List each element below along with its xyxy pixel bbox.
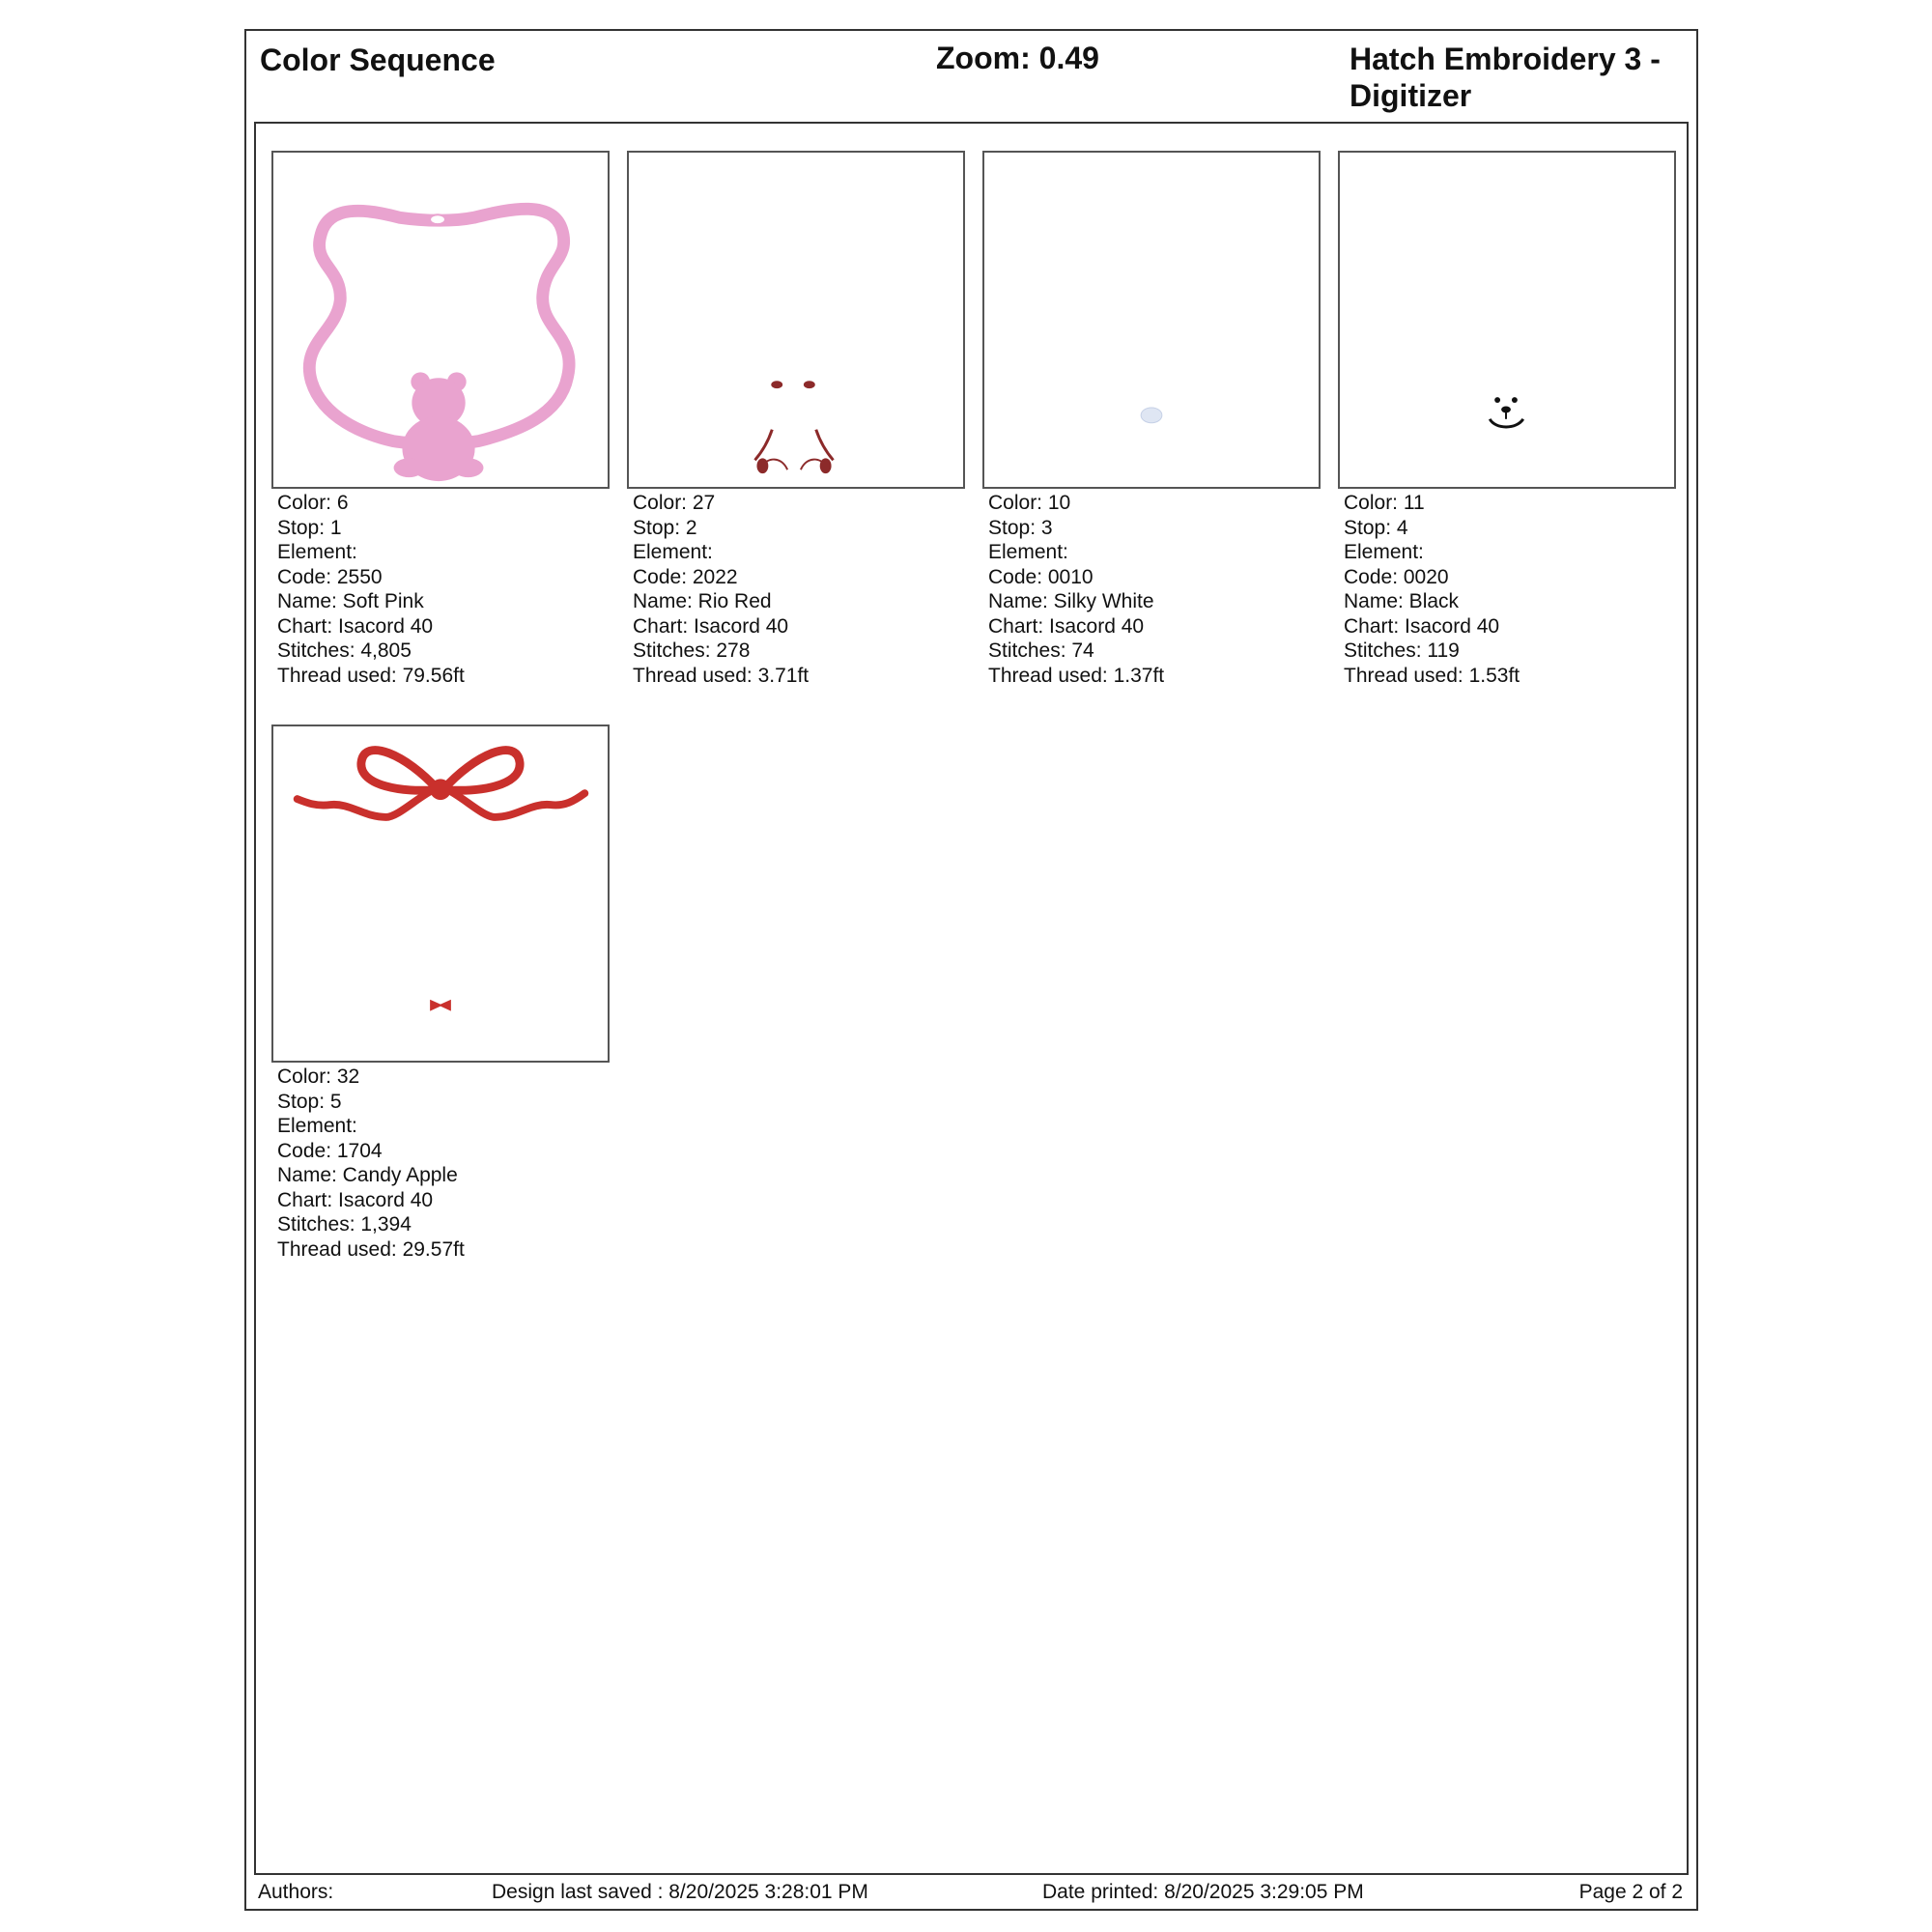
thread-name: Name: Rio Red [633, 590, 772, 612]
color-stop-details-3 [988, 491, 1321, 688]
color-number: Color: 6 [277, 492, 349, 514]
element-label: Element: [633, 541, 713, 563]
stitch-preview-4 [1338, 151, 1676, 489]
date-printed: Date printed: 8/20/2025 3:29:05 PM [1042, 1881, 1364, 1903]
stitch-count: Stitches: 1,394 [277, 1213, 412, 1236]
stitch-preview-5 [271, 724, 610, 1063]
thread-name: Name: Silky White [988, 590, 1154, 612]
thread-chart: Chart: Isacord 40 [633, 614, 789, 638]
color-sequence-grid [254, 122, 1689, 1875]
color-number: Color: 11 [1344, 492, 1425, 514]
element-label: Element: [988, 541, 1068, 563]
thread-used: Thread used: 3.71ft [633, 664, 810, 687]
thread-chart: Chart: Isacord 40 [277, 614, 434, 638]
muzzle-preview-icon [984, 153, 1319, 487]
report-header [246, 31, 1696, 123]
application-name-line1: Hatch Embroidery 3 - [1350, 42, 1661, 76]
color-stop-details-1 [277, 491, 610, 688]
bear-ears-paws-preview-icon [629, 153, 963, 487]
color-number: Color: 10 [988, 492, 1071, 514]
report-footer [246, 1875, 1696, 1911]
thread-chart: Chart: Isacord 40 [277, 1188, 434, 1211]
page-number: Page 2 of 2 [1578, 1881, 1683, 1903]
stitch-count: Stitches: 4,805 [277, 639, 412, 662]
color-stop-card-5 [271, 724, 610, 1262]
thread-code: Code: 2550 [277, 565, 383, 588]
thread-chart: Chart: Isacord 40 [988, 614, 1145, 638]
report-title: Color Sequence [260, 43, 496, 77]
thread-name: Name: Candy Apple [277, 1164, 458, 1186]
thread-used: Thread used: 1.53ft [1344, 664, 1520, 687]
application-name-line2: Digitizer [1350, 78, 1472, 113]
design-last-saved: Design last saved : 8/20/2025 3:28:01 PM [492, 1881, 868, 1903]
thread-code: Code: 1704 [277, 1139, 383, 1162]
color-stop-details-4 [1344, 491, 1676, 688]
thread-used: Thread used: 1.37ft [988, 664, 1165, 687]
element-label: Element: [277, 1115, 357, 1137]
color-number: Color: 32 [277, 1065, 360, 1088]
bear-frame-preview-icon [273, 153, 608, 487]
thread-code: Code: 2022 [633, 565, 738, 588]
element-label: Element: [1344, 541, 1424, 563]
zoom-level: Zoom: 0.49 [936, 41, 1099, 75]
ribbon-bow-preview-icon [273, 726, 608, 1061]
color-stop-card-2 [627, 151, 965, 688]
thread-code: Code: 0010 [988, 565, 1094, 588]
stop-number: Stop: 4 [1344, 516, 1408, 539]
thread-chart: Chart: Isacord 40 [1344, 614, 1500, 638]
stitch-preview-3 [982, 151, 1321, 489]
stop-number: Stop: 3 [988, 516, 1053, 539]
application-name [1350, 41, 1678, 114]
color-number: Color: 27 [633, 492, 716, 514]
stop-number: Stop: 2 [633, 516, 697, 539]
stitch-preview-2 [627, 151, 965, 489]
color-stop-details-5 [277, 1065, 610, 1262]
bear-face-preview-icon [1340, 153, 1674, 487]
color-stop-card-1 [271, 151, 610, 688]
color-stop-card-3 [982, 151, 1321, 688]
stop-number: Stop: 1 [277, 516, 342, 539]
color-stop-details-2 [633, 491, 965, 688]
element-label: Element: [277, 541, 357, 563]
thread-used: Thread used: 29.57ft [277, 1237, 465, 1261]
stop-number: Stop: 5 [277, 1090, 342, 1113]
thread-name: Name: Black [1344, 590, 1460, 612]
thread-code: Code: 0020 [1344, 565, 1449, 588]
stitch-count: Stitches: 119 [1344, 639, 1460, 662]
stitch-count: Stitches: 278 [633, 639, 751, 662]
thread-used: Thread used: 79.56ft [277, 664, 465, 687]
color-stop-card-4 [1338, 151, 1676, 688]
stitch-preview-1 [271, 151, 610, 489]
authors-label: Authors: [258, 1881, 334, 1903]
report-page [244, 29, 1698, 1911]
thread-name: Name: Soft Pink [277, 590, 424, 612]
stitch-count: Stitches: 74 [988, 639, 1094, 662]
